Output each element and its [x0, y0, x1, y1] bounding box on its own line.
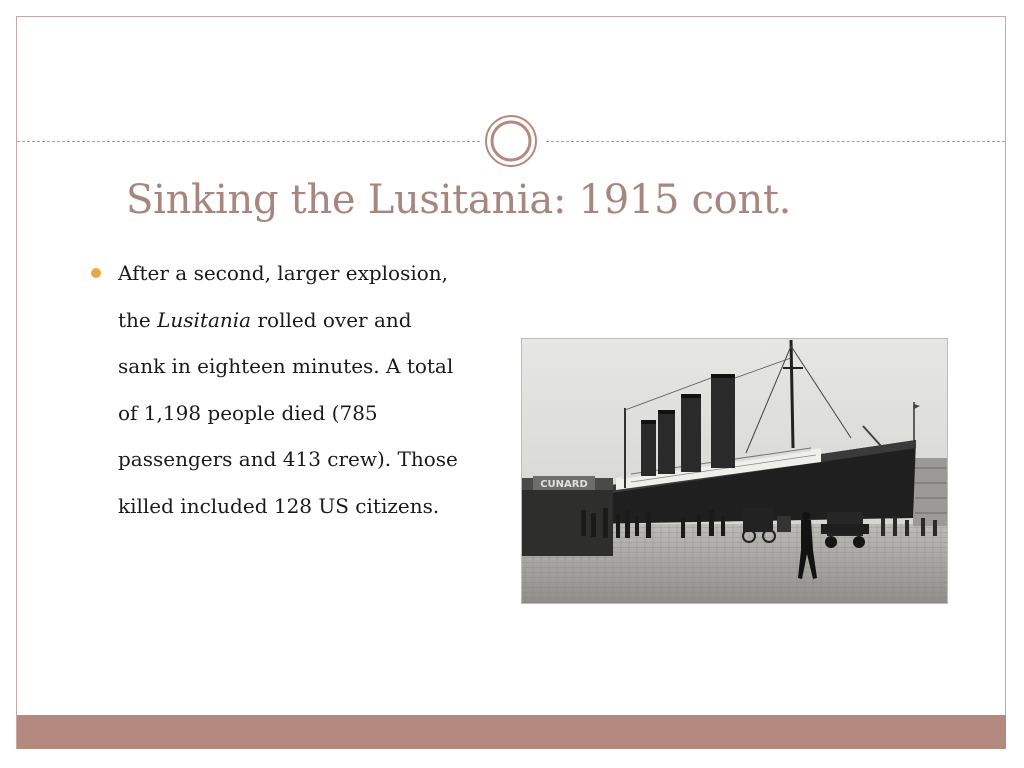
ship-name-italic: Lusitania: [157, 307, 252, 332]
bullet-line-5: passengers and 413 crew). Those: [118, 447, 458, 471]
bullet-line-3: sank in eighteen minutes. A total: [118, 354, 454, 378]
bullet-item: [90, 250, 510, 529]
bullet-line-2-prefix: the: [118, 307, 158, 332]
bullet-icon: [91, 268, 101, 278]
bullet-line-2-suffix: rolled over and: [251, 307, 412, 332]
footer-accent-band: [17, 715, 1006, 749]
divider-left: [17, 141, 480, 142]
cunard-sign-text: CUNARD: [540, 479, 588, 490]
bullet-line-1: After a second, larger explosion,: [118, 261, 449, 285]
bullet-line-2: [118, 297, 510, 344]
bullet-line-4: of 1,198 people died (785: [118, 400, 378, 425]
lusitania-ship-image: [521, 338, 948, 604]
bullet-list: [90, 250, 510, 529]
lusitania-photo: [521, 338, 948, 604]
slide-title: Sinking the Lusitania: 1915 cont.: [126, 177, 792, 223]
bullet-line-6: killed included 128 US citizens.: [118, 493, 440, 518]
divider-right: [546, 141, 1005, 142]
ring-ornament-icon: [484, 114, 538, 168]
